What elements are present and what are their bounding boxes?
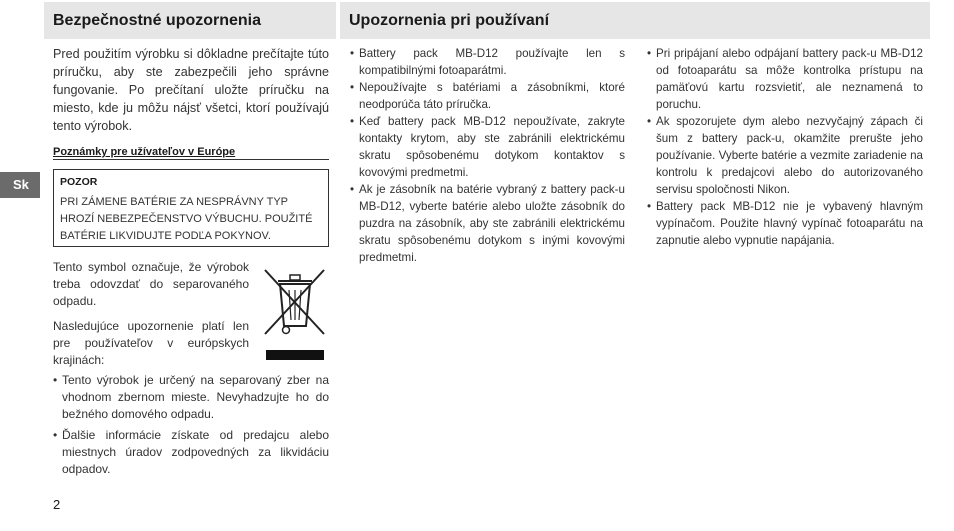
list-item: • Ďalšie informácie získate od predajcu alebo miestnych úradov zodpovedných za likvidáciu odpadov. — [53, 428, 329, 476]
list-item: • Pri pripájaní alebo odpájaní battery pack-u MB-D12 od fotoaparátu sa môže kontrolka prístupu na pamäťovú kartu rozsvietiť, ale neznamená to poruchu. — [647, 47, 923, 111]
usage-bullet-list-col1 — [350, 45, 625, 266]
section-title-usage: Upozornenia pri používaní — [340, 2, 930, 39]
crossed-out-wheelie-bin-icon — [262, 264, 328, 362]
list-item: • Tento výrobok je určený na separovaný zber na vhodnom zbernom mieste. Nevyhadzujte ho do bežného domového odpadu. — [53, 373, 329, 421]
list-item: • Nepoužívajte s batériami a zásobníkmi, ktoré neodporúča táto príručka. — [350, 81, 625, 111]
usage-bullet-list-col2 — [647, 45, 923, 249]
eu-notice-text: Nasledujúce upozornenie platí len pre používateľov v európskych krajinách: — [53, 319, 249, 367]
list-item: • Keď battery pack MB-D12 nepoužívate, zakryte kontakty krytom, aby ste zabránili elektrickému skratu spôsobenému dotykom kontaktov s kovovými predmetmi. — [350, 115, 625, 179]
list-item: • Ak je zásobník na batérie vybraný z battery pack-u MB-D12, vyberte batérie alebo uložte zásobník do puzdra na zásobník, aby ste zabránili elektrickému skratu spôsobenému dotykom s inými kovovými predmetmi. — [350, 183, 625, 264]
language-tab: Sk — [0, 172, 40, 198]
intro-paragraph: Pred použitím výrobku si dôkladne prečítajte túto príručku, aby ste zabezpečili jeho správne fungovanie. Po prečítaní uložte príručku na miesto, kde ju môžu nájsť všetci, ktorí používajú tento výrobok. — [53, 47, 329, 133]
symbol-description: Tento symbol označuje, že výrobok treba odovzdať do separovaného odpadu. — [53, 260, 249, 308]
section-title-safety: Bezpečnostné upozornenia — [44, 2, 336, 39]
warning-text: PRI ZÁMENE BATÉRIE ZA NESPRÁVNY TYP HROZÍ NEBEZPEČENSTVO VÝBUCHU. POUŽITÉ BATÉRIE LIKVIDUJTE PODĽA POKYNOV. — [60, 196, 313, 242]
warning-box — [53, 169, 329, 247]
list-item: • Ak spozorujete dym alebo nezvyčajný zápach či šum z battery pack-u, okamžite prerušte jeho používanie. Vyberte batérie a vezmite zariadenie na kontrolu k predajcovi alebo do autorizovaného servisu spoločnosti Nikon. — [647, 115, 923, 196]
list-item: • Battery pack MB-D12 nie je vybavený hlavným vypínačom. Použite hlavný vypínač fotoaparátu na zapnutie alebo vypnutie napájania. — [647, 200, 923, 247]
disposal-bullet-list — [53, 372, 329, 482]
list-item: • Battery pack MB-D12 používajte len s kompatibilnými fotoaparátmi. — [350, 47, 625, 77]
warning-title: POZOR — [60, 176, 98, 188]
page-number: 2 — [53, 497, 61, 512]
eu-notes-heading: Poznámky pre užívateľov v Európe — [53, 146, 329, 160]
